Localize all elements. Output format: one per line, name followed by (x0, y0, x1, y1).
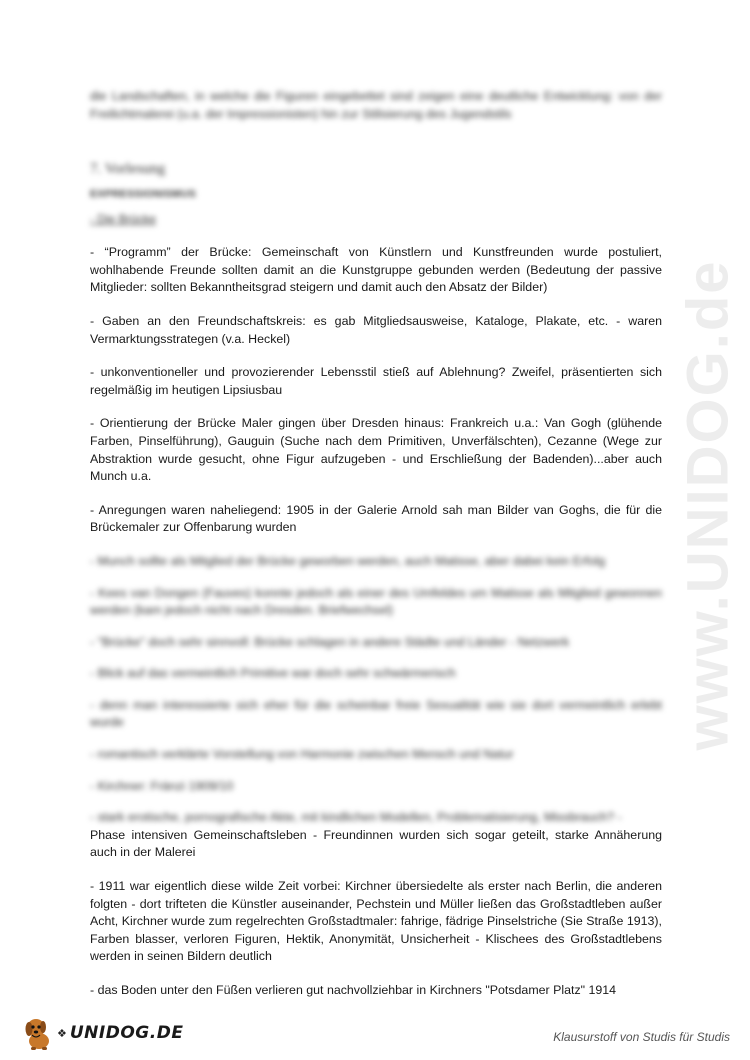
document-body (90, 88, 662, 1016)
blurred-paragraph: - stark erotische, pornografische Akte, mit kindlichen Modellen, Problematisierung, Missbrauch? - (90, 810, 622, 825)
intro-paragraph: die Landschaften, in welche die Figuren eingebettet sind zeigen eine deutliche Entwicklung: von der Freilichtmalerei (u.a. der Impressionisten) hin zur Stilisierung des Jugendstils (90, 89, 662, 121)
blurred-paragraph: - Kirchner: Fränzi 1909/10 (90, 778, 234, 793)
paragraph: - das Boden unter den Füßen verlieren gut nachvollziehbar in Kirchners "Potsdamer Platz" 1914 (90, 983, 617, 997)
paragraph: - unkonventioneller und provozierender Lebensstil stieß auf Ablehnung? Zweifel, präsentierten sich regelmäßig im heutigen Lipsiusbau (90, 365, 662, 397)
lecture-heading: 7. Vorlesung (90, 161, 166, 178)
subsection-heading: - Die Brücke (90, 212, 157, 227)
paragraph: - Gaben an den Freundschaftskreis: es gab Mitgliedsausweise, Kataloge, Plakate, etc. - waren Vermarktungsstrategen (v.a. Heckel) (90, 313, 662, 346)
blurred-paragraph: - Munch sollte als Mitglied der Brücke geworben werden, auch Matisse, aber dabei kein Erfolg (90, 553, 606, 568)
paw-icon: ❖ (57, 1027, 67, 1040)
page-footer (0, 1005, 750, 1060)
dog-icon (22, 1015, 56, 1051)
paragraph: - Orientierung der Brücke Maler gingen über Dresden hinaus: Frankreich u.a.: Van Gogh (glühende Farben, Pinselführung), Gauguin (Suche nach dem Primitiven, Unverfälschten), Cezanne (Wege zur Abstraktion wurde gesucht, ohne Figur aufzugeben - und Erschließung der Badenden)...aber auch Munch u.a. (90, 416, 662, 484)
paragraph: - 1911 war eigentlich diese wilde Zeit vorbei: Kirchner übersiedelte als erster nach Berlin, die anderen folgten - dort trifteten die Künstler auseinander, Pechstein und Müller ließen das Großstadtleben außer Acht, Kirchner wurde zum regelrechten Großstadtmaler: fahrige, fädrige Pinselstriche (Sie Straße 1913), Farben blasser, verloren Figuren, Hektik, Anonymität, Unsicherheit - Klischees des Großstadtlebens werden in seinen Bildern deutlich (90, 879, 662, 964)
blurred-paragraph: - denn man interessierte sich eher für die scheinbar freie Sexualität wie sie dort vermeintlich erlebt wurde (90, 697, 662, 730)
blurred-paragraph: - Blick auf das vermeintlich Primitive war doch sehr schwärmerisch (90, 666, 456, 681)
watermark (668, 259, 748, 751)
paragraph: - “Programm” der Brücke: Gemeinschaft von Künstlern und Kunstfreunden wurde postuliert, wohlhabende Freunde sollten damit an die Kunstgruppe gebunden werden (Bedeutung der passive Mitglieder: sollten Bekanntheitsgrad steigern und damit auch den Absatz der Bilder) (90, 245, 662, 295)
watermark-text: www.UNIDOG.de (675, 259, 741, 751)
footer-tagline: Klausurstoff von Studis für Studis (553, 1030, 730, 1044)
unidog-logo[interactable] (22, 1015, 183, 1051)
paragraph: - Anregungen waren naheliegend: 1905 in der Galerie Arnold sah man Bilder van Goghs, die für die Brückemaler zur Offenbarung wurden (90, 502, 662, 535)
logo-text: UNIDOG.DE (69, 1023, 184, 1043)
section-heading: EXPRESSIONISMUS (90, 188, 197, 201)
blurred-paragraph: - romantisch verklärte Vorstellung von Harmonie zwischen Mensch und Natur (90, 747, 514, 762)
blurred-paragraph: - Kees van Dongen (Fauves) konnte jedoch als einer des Umfeldes um Matisse als Mitglied gewonnen werden (kam jedoch nicht nach Dresden. Briefwechsel) (90, 585, 662, 618)
paragraph: Phase intensiven Gemeinschaftsleben - Freundinnen wurden sich sogar geteilt, starke Annäherung auch in der Malerei (90, 827, 662, 860)
blurred-paragraph: - "Brücke" doch sehr sinnvoll: Brücke schlagen in andere Städte und Länder - Netzwerk (90, 634, 570, 649)
